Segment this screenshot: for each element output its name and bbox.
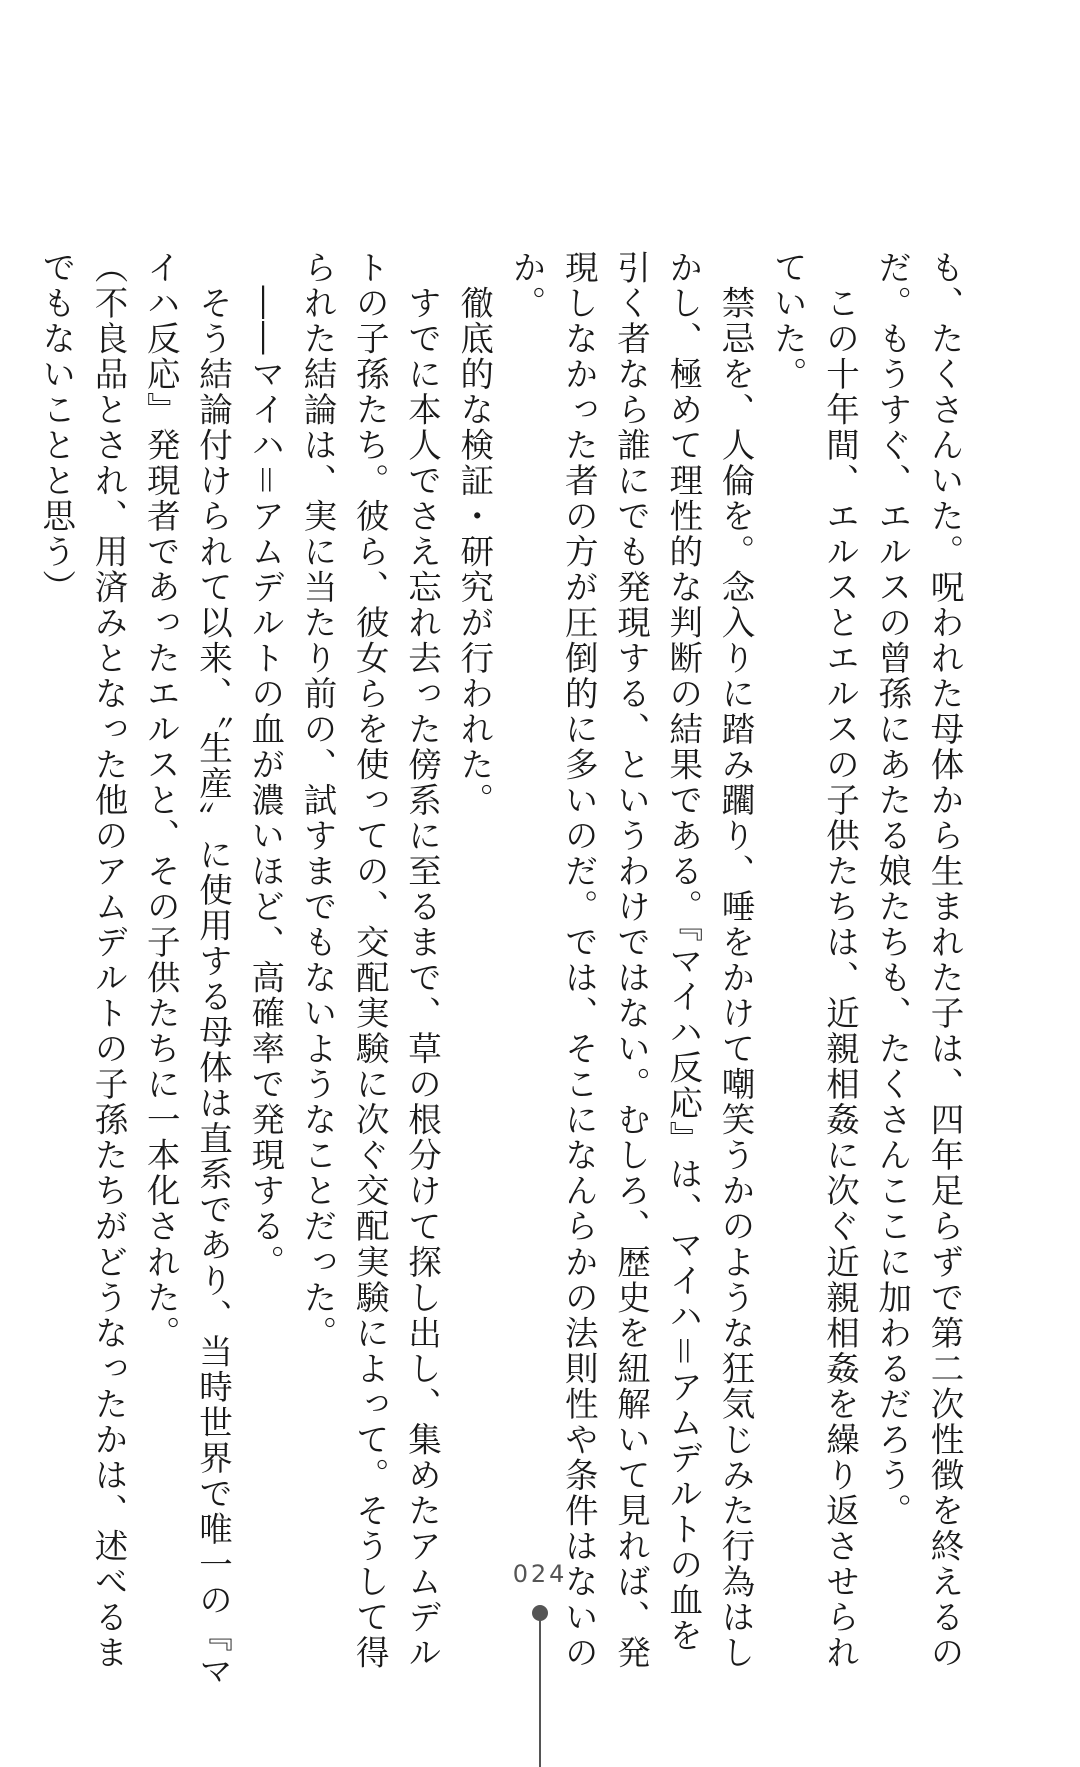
paragraph: ――マイハ＝アムデルトの血が濃いほど、高確率で発現する。 <box>245 250 285 1280</box>
paragraph: そう結論付けられて以来、〝生産〟に使用する母体は直系であり、当時世界で唯一の『マ イハ反応』発現者であったエルスと、その子供たちに一本化された。 <box>141 250 233 1690</box>
paragraph: も、たくさんいた。呪われた母体から生まれた子は、四年足らずで第二次性徴を終えるの だ。もうすぐ、エルスの曾孫にあたる娘たちも、たくさんここに加わるだろう。 <box>872 250 964 1671</box>
paragraph: 徹底的な検証・研究が行われた。 <box>454 250 494 819</box>
page-number: 024 <box>512 1560 568 1588</box>
paragraph: この十年間、エルスとエルスの子供たちは、近親相姦に次ぐ近親相姦を繰り返させられ ていた。 <box>768 250 860 1671</box>
paragraph: （不良品とされ、用済みとなった他のアムデルトの子孫たちがどうなったかは、述べるま でもないことと思う） <box>36 250 128 1671</box>
page-marker-line <box>539 1618 541 1767</box>
paragraph: 禁忌を、人倫を。念入りに踏み躙り、唾をかけて嘲笑うかのような狂気じみた行為はし かし、極めて理性的な判断の結果である。『マイハ反応』は、マイハ＝アムデルトの血を 引く者なら誰にでも発現する、というわけではない。むしろ、歴史を紐解いて見れば、発 現しなかった者の方が圧倒的に多いのだ。では、そこになんらかの法則性や条件はないの か。 <box>507 250 755 1671</box>
paragraph: すでに本人でさえ忘れ去った傍系に至るまで、草の根分けて探し出し、集めたアムデル トの子孫たち。彼ら、彼女らを使っての、交配実験に次ぐ交配実験によって。そうして得 られた結論は、実に当たり前の、試すまでもないようなことだった。 <box>298 250 442 1671</box>
